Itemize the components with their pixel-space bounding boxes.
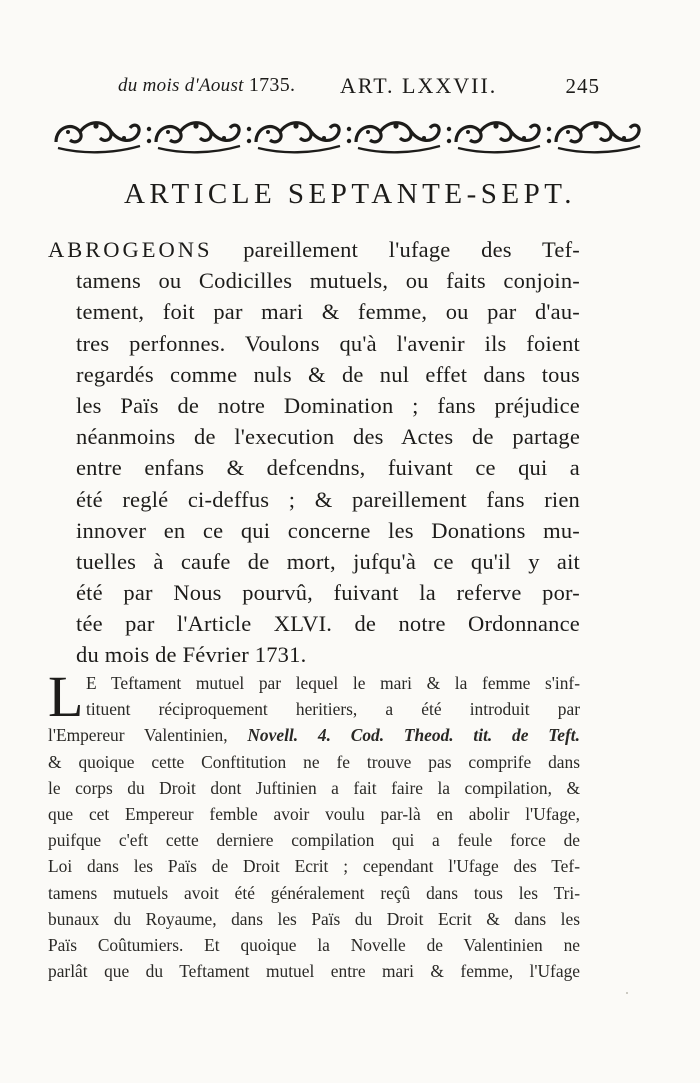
article-lead-word: ABROGEONS [48,237,213,262]
decorative-scroll-band-icon [52,112,642,156]
article-line: innover en ce qui concerne les Donations mu- [76,517,580,543]
article-line: néanmoins de l'execution des Actes de partage [76,424,580,450]
commentary-line: bunaux du Royaume, dans les Païs du Droit Ecrit & dans les [48,908,580,929]
commentary-line: Païs Coûtumiers. Et quoique la Novelle de Valentinien ne [48,934,580,955]
commentary-line: & quoique cette Conftitution ne fe trouve pas comprife dans [48,751,580,772]
drop-cap: L [48,664,84,729]
commentary-line: l'Empereur Valentinien, Novell. 4. Cod. Theod. tit. de Teft. [48,725,580,746]
article-line: tement, foit par mari & femme, ou par d'au- [76,299,580,325]
article-line: été par Nous pourvû, fuivant la referve por- [76,580,580,606]
running-head-month: du mois d'Aoust 1735. [118,74,296,96]
article-line: regardés comme nuls & de nul effet dans tous [76,361,580,387]
article-line: tamens ou Codicilles mutuels, ou faits conjoin- [76,268,580,294]
article-line: tuelles à caufe de mort, jufqu'à ce qu'il y ait [76,548,580,574]
running-head [100,74,600,104]
article-line: entre enfans & defcendns, fuivant ce qui a [76,455,580,481]
commentary-line: puifque c'eft cette derniere compilation qui a feule force de [48,830,580,851]
article-heading: ARTICLE SEPTANTE-SEPT. [123,178,577,210]
paper-speck [626,992,628,994]
commentary-text [48,664,580,984]
commentary-line: parlât que du Teftament mutuel entre mari & femme, l'Ufage [48,961,580,982]
page-number: 245 [565,74,600,98]
article-line: du mois de Février 1731. [76,642,307,668]
article-line: été reglé ci-deffus ; & pareillement fans rien [76,486,580,512]
article-line: les Païs de notre Domination ; fans préjudice [76,392,580,418]
commentary-line: Loi dans les Païs de Droit Ecrit ; cependant l'Ufage des Tef- [48,856,580,877]
commentary-line: que cet Empereur femble avoir voulu par-là en abolir l'Ufage, [48,803,580,824]
article-line: ABROGEONS pareillement l'ufage des Tef- [48,237,580,262]
running-head-year: 1735. [248,74,296,96]
article-line: tée par l'Article XLVI. de notre Ordonnance [76,611,580,637]
commentary-line: le corps du Droit dont Juftinien a fait faire la compilation, & [48,777,580,798]
article-text [48,234,580,671]
citation: Novell. 4. Cod. Theod. tit. de Teft. [247,725,580,746]
commentary-line: tituent réciproquement heritiers, a été introduit par [86,699,580,720]
running-head-article: ART. LXXVII. [340,73,498,98]
article-line: tres perfonnes. Voulons qu'à l'avenir ils foient [76,330,580,356]
commentary-line: tamens mutuels avoit été généralement reçû dans tous les Tri- [48,882,580,903]
commentary-line: E Teftament mutuel par lequel le mari & la femme s'inf- [86,673,580,693]
